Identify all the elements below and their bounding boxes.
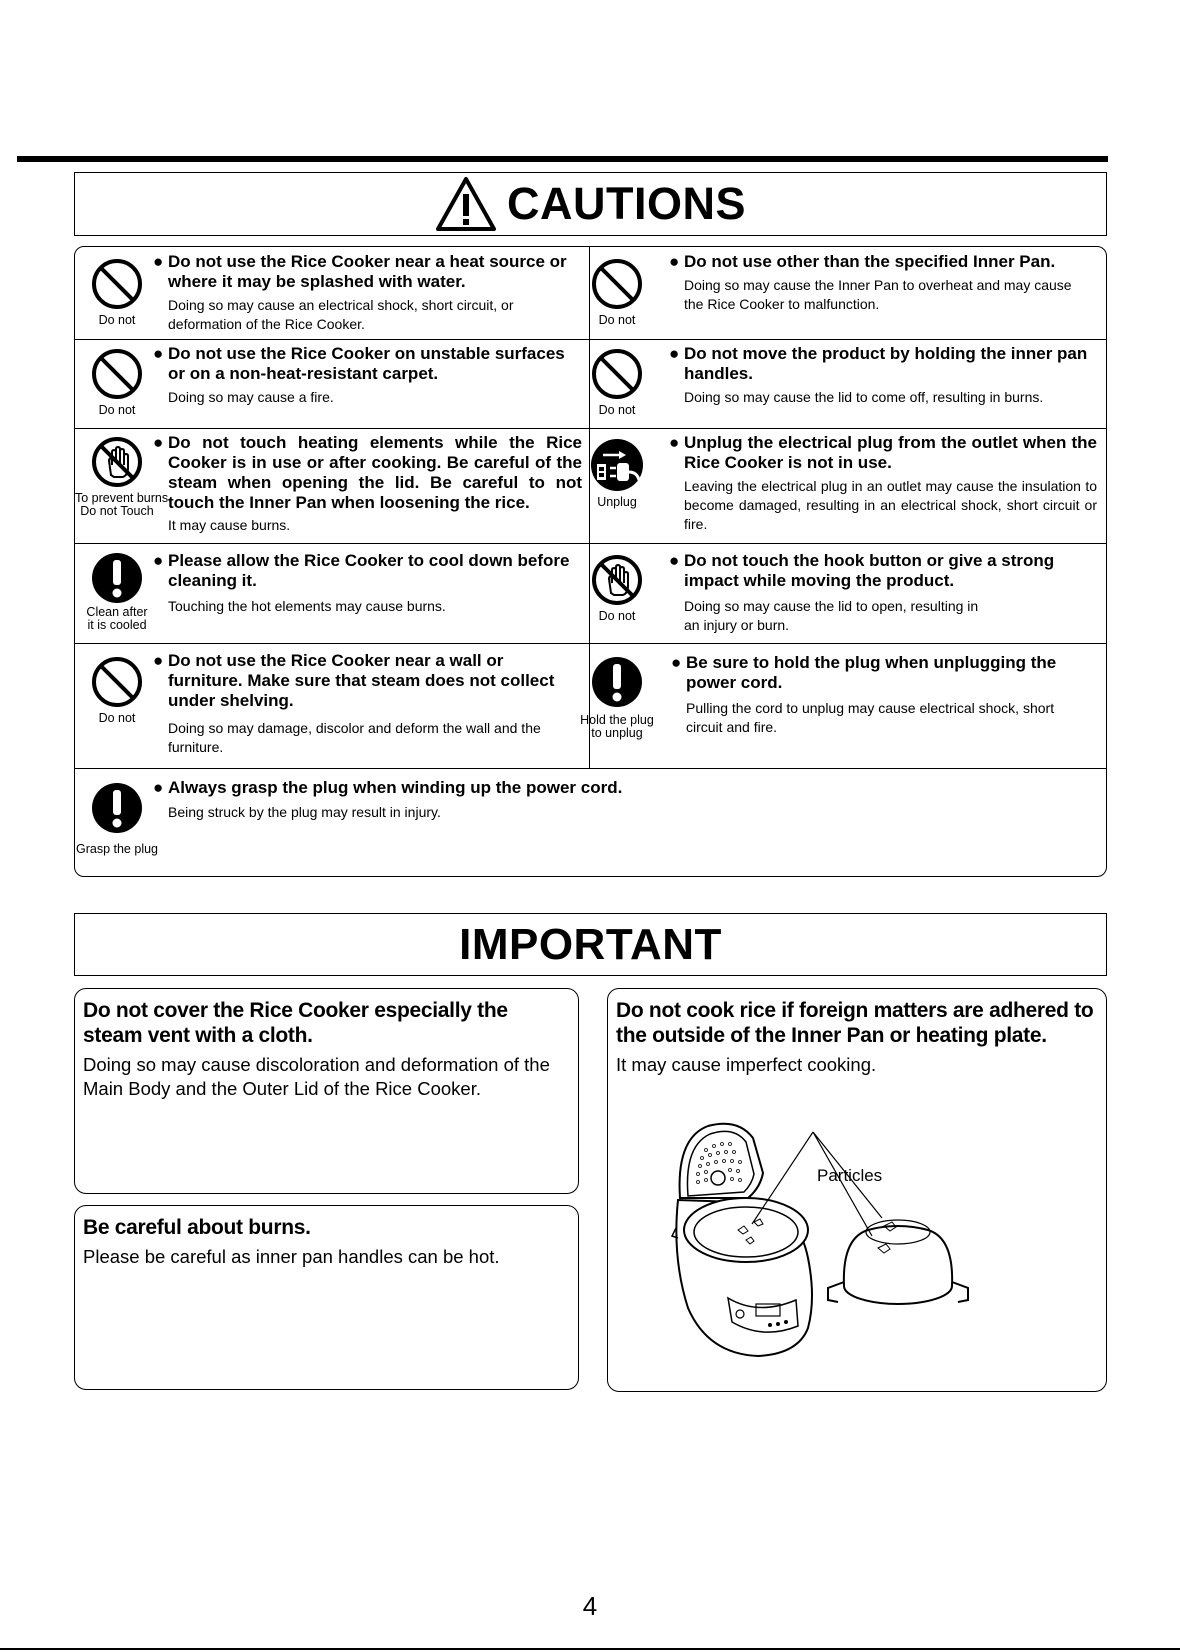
caution-symbol xyxy=(75,781,159,856)
mandatory-icon xyxy=(90,551,144,605)
symbol-label: Unplug xyxy=(597,495,637,509)
prohibition-icon xyxy=(590,347,644,401)
caution-body: It may cause burns. xyxy=(168,517,291,533)
important-body: Doing so may cause discoloration and deformation of the Main Body and the Outer Lid of the Rice Cooker. xyxy=(83,1054,550,1099)
caution-body: Touching the hot elements may cause burns. xyxy=(168,598,446,614)
row-divider xyxy=(75,768,1106,769)
row-divider xyxy=(75,428,1106,429)
bullet-dot: ● xyxy=(153,433,164,452)
do-not-touch-icon xyxy=(590,553,644,607)
important-box xyxy=(74,988,579,1194)
bullet-dot: ● xyxy=(671,653,682,672)
prohibition-icon xyxy=(590,257,644,311)
symbol-label: Grasp the plug xyxy=(76,842,158,856)
caution-heading: Do not touch the hook button or give a strong impact while moving the product. xyxy=(684,551,1055,590)
caution-symbol xyxy=(575,655,659,740)
important-title: IMPORTANT xyxy=(459,919,722,969)
row-divider xyxy=(75,643,1106,644)
page-number: 4 xyxy=(582,1591,598,1621)
caution-body: Leaving the electrical plug in an outlet may cause the insulation to become damaged, resulting in an electrical shock, short circuit or fire. xyxy=(684,478,1097,532)
important-body: Please be careful as inner pan handles can be hot. xyxy=(83,1246,500,1267)
bullet-dot: ● xyxy=(153,778,164,797)
row-divider xyxy=(75,543,1106,544)
caution-body: Pulling the cord to unplug may cause electrical shock, short circuit and fire. xyxy=(686,700,1055,735)
symbol-label: Hold the plug xyxy=(580,713,654,727)
caution-symbol xyxy=(579,553,655,623)
symbol-label: Do not xyxy=(598,313,636,327)
bullet-dot: ● xyxy=(153,252,164,271)
bullet-dot: ● xyxy=(153,551,164,570)
caution-heading: Do not use the Rice Cooker on unstable surfaces or on a non-heat-resistant carpet. xyxy=(168,344,565,383)
warning-triangle-icon xyxy=(435,176,497,232)
caution-body: Being struck by the plug may result in injury. xyxy=(168,804,441,820)
bullet-dot: ● xyxy=(669,344,680,363)
caution-body: Doing so may damage, discolor and deform the wall and the furniture. xyxy=(168,720,541,755)
caution-symbol xyxy=(75,435,172,518)
symbol-label: to unplug xyxy=(591,726,643,740)
symbol-label: Do not Touch xyxy=(80,504,154,518)
caution-body: Doing so may cause the lid to open, resulting in an injury or burn. xyxy=(684,598,979,633)
symbol-label: Do not xyxy=(598,403,636,417)
bottom-rule xyxy=(0,1648,1180,1650)
caution-heading: Always grasp the plug when winding up the power cord. xyxy=(168,778,623,797)
cautions-title: CAUTIONS xyxy=(507,178,746,229)
caution-heading: Do not use other than the specified Inner Pan. xyxy=(684,252,1056,271)
caution-heading: Do not use the Rice Cooker near a heat source or where it may be splashed with water. xyxy=(168,252,567,291)
important-heading: Be careful about burns. xyxy=(83,1216,311,1239)
caution-body: Doing so may cause the lid to come off, resulting in burns. xyxy=(684,389,1044,405)
symbol-label: Do not xyxy=(98,313,136,327)
rice-cooker-illustration xyxy=(668,1118,998,1368)
symbol-label: Do not xyxy=(98,711,136,725)
caution-heading: Unplug the electrical plug from the outlet when the Rice Cooker is not in use. xyxy=(684,433,1097,472)
important-title-box xyxy=(74,913,1107,976)
do-not-touch-icon xyxy=(90,435,144,489)
caution-symbol xyxy=(79,655,155,725)
prohibition-icon xyxy=(90,655,144,709)
particles-label: Particles xyxy=(817,1166,883,1185)
bullet-dot: ● xyxy=(669,252,680,271)
caution-body: Doing so may cause an electrical shock, short circuit, or deformation of the Rice Cooker. xyxy=(168,297,514,332)
caution-heading: Be sure to hold the plug when unplugging the power cord. xyxy=(686,653,1057,692)
row-divider xyxy=(75,339,1106,340)
caution-heading: Do not use the Rice Cooker near a wall or furniture. Make sure that steam does not collect under shelving. xyxy=(168,651,555,710)
bullet-dot: ● xyxy=(153,344,164,363)
symbol-label: it is cooled xyxy=(87,618,147,632)
caution-body: Doing so may cause the Inner Pan to overheat and may cause the Rice Cooker to malfunction. xyxy=(684,277,1072,312)
caution-symbol xyxy=(79,347,155,417)
prohibition-icon xyxy=(90,347,144,401)
important-heading: Do not cover the Rice Cooker especially the steam vent with a cloth. xyxy=(83,999,508,1047)
cautions-title-box xyxy=(74,172,1107,236)
top-rule xyxy=(17,156,1108,162)
symbol-label: Clean after xyxy=(86,605,148,619)
symbol-label: Do not xyxy=(598,609,636,623)
cautions-panel xyxy=(74,246,1107,877)
caution-symbol xyxy=(79,257,155,327)
prohibition-icon xyxy=(90,257,144,311)
important-box xyxy=(74,1205,579,1390)
symbol-label: To prevent burns. xyxy=(75,491,172,505)
important-heading: Do not cook rice if foreign matters are adhered to the outside of the Inner Pan or heating plate. xyxy=(616,999,1094,1047)
mandatory-icon xyxy=(590,655,644,709)
caution-symbol xyxy=(579,437,655,509)
caution-body: Doing so may cause a fire. xyxy=(168,389,334,405)
important-body: It may cause imperfect cooking. xyxy=(616,1054,877,1075)
mandatory-icon xyxy=(90,781,144,835)
caution-heading: Do not touch heating elements while the Rice Cooker is in use or after cooking. Be careful of the steam when opening the lid. Be careful to not touch the Inner Pan when loosening the rice. xyxy=(168,433,582,512)
caution-heading: Please allow the Rice Cooker to cool down before cleaning it. xyxy=(168,551,570,590)
caution-symbol xyxy=(579,347,655,417)
symbol-label: Do not xyxy=(98,403,136,417)
caution-symbol xyxy=(79,551,155,632)
bullet-dot: ● xyxy=(153,651,164,670)
unplug-icon xyxy=(589,437,645,493)
bullet-dot: ● xyxy=(669,433,680,452)
caution-heading: Do not move the product by holding the inner pan handles. xyxy=(684,344,1088,383)
bullet-dot: ● xyxy=(669,551,680,570)
caution-symbol xyxy=(579,257,655,327)
